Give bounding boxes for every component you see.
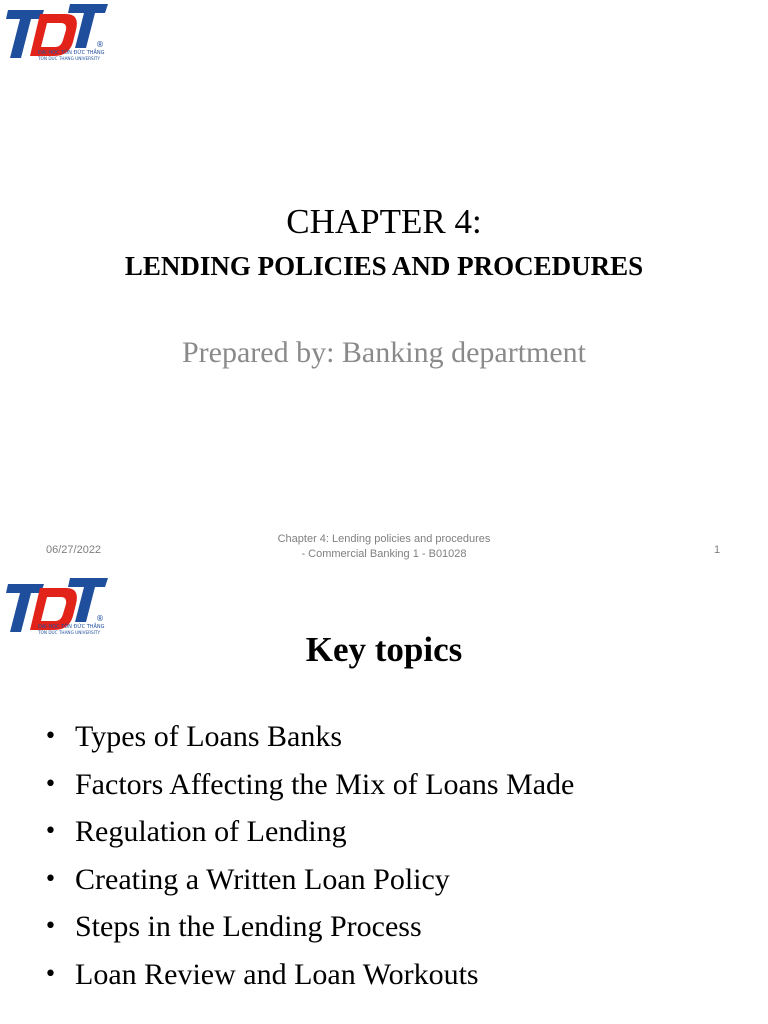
- topic-label: Steps in the Lending Process: [75, 910, 422, 943]
- footer-title: [234, 532, 534, 562]
- svg-text:ĐẠI HỌC TÔN ĐỨC THẮNG: ĐẠI HỌC TÔN ĐỨC THẮNG: [38, 50, 105, 56]
- bullet-icon: •: [44, 961, 57, 987]
- bullet-icon: •: [44, 819, 57, 844]
- footer-date: 06/27/2022: [46, 544, 102, 556]
- svg-text:®: ®: [96, 614, 104, 623]
- list-item: [44, 808, 574, 856]
- list-item: [44, 856, 574, 904]
- list-item: [44, 951, 574, 999]
- university-logo: [0, 0, 112, 66]
- prepared-by: Prepared by: Banking department: [181, 336, 587, 369]
- footer-title-line2: - Commercial Banking 1 - B01028: [301, 548, 467, 560]
- list-item: [44, 761, 574, 809]
- topic-label: Factors Affecting the Mix of Loans Made: [75, 767, 575, 801]
- topic-label: Creating a Written Loan Policy: [75, 862, 450, 896]
- svg-text:TON DUC THANG UNIVERSITY: TON DUC THANG UNIVERSITY: [38, 56, 101, 61]
- topic-label: Regulation of Lending: [75, 815, 347, 848]
- bullet-icon: •: [44, 724, 57, 749]
- key-topics-title: Key topics: [305, 630, 463, 669]
- key-topics-slide: [0, 572, 768, 1024]
- list-item: [44, 903, 574, 951]
- list-item: [44, 713, 574, 761]
- chapter-title: CHAPTER 4:: [286, 202, 482, 241]
- footer-title-line1: Chapter 4: Lending policies and procedures: [277, 533, 491, 545]
- bullet-icon: •: [44, 866, 57, 892]
- bullet-icon: •: [44, 771, 57, 797]
- topic-label: Types of Loans Banks: [75, 720, 343, 753]
- topic-label: Loan Review and Loan Workouts: [75, 957, 479, 991]
- svg-text:ĐẠI HỌC TÔN ĐỨC THẮNG: ĐẠI HỌC TÔN ĐỨC THẮNG: [38, 624, 105, 630]
- footer-page-number: 1: [714, 544, 721, 556]
- chapter-subtitle: LENDING POLICIES AND PROCEDURES: [124, 251, 644, 281]
- bullet-icon: •: [44, 914, 57, 939]
- topics-list: [44, 713, 574, 998]
- svg-text:TON DUC THANG UNIVERSITY: TON DUC THANG UNIVERSITY: [38, 630, 101, 635]
- svg-text:®: ®: [96, 40, 104, 49]
